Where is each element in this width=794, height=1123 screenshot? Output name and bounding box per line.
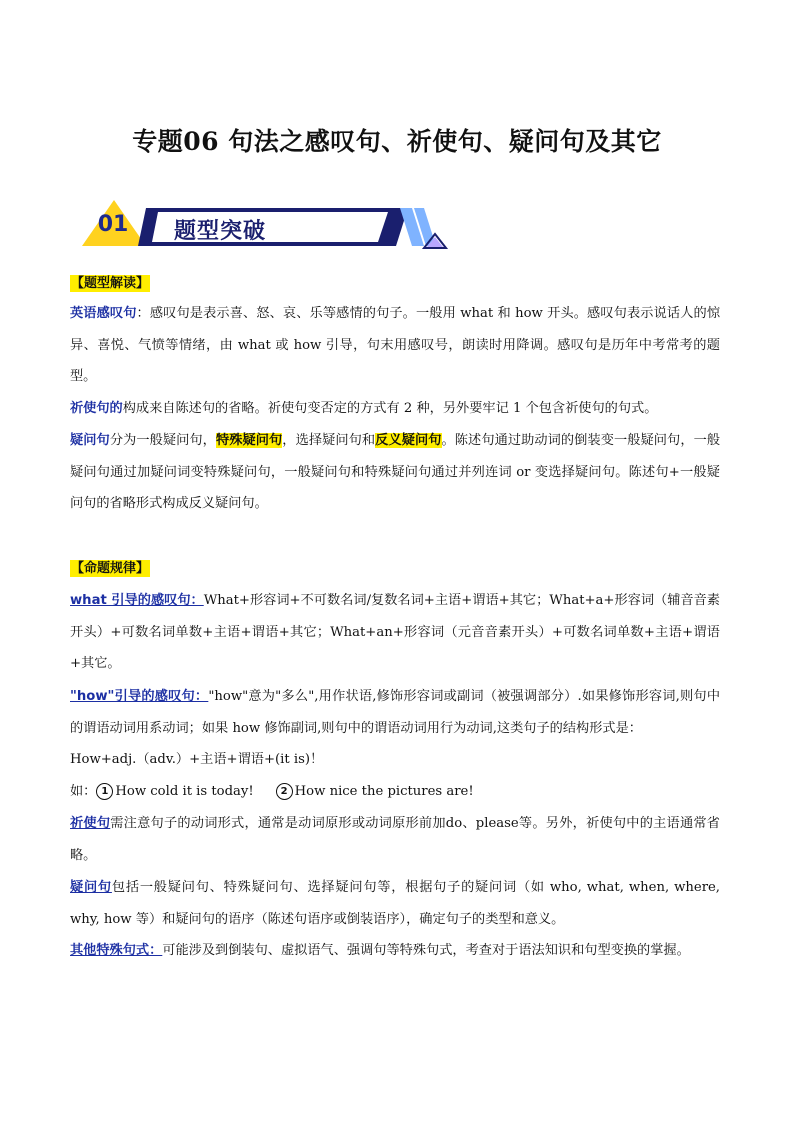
highlight-special-question: 特殊疑问句 [215, 433, 283, 448]
lead-imperative-rules: 祈使句 [70, 816, 111, 831]
highlight-tag-question: 反义疑问句 [375, 433, 442, 448]
example-2: How nice the pictures are! [294, 784, 474, 799]
lead-what-exclamation: what 引导的感叹句： [70, 593, 204, 608]
text-imperative: 构成来自陈述句的省略。祈使句变否定的方式有 2 种，另外要牢记 1 个包含祈使句的句式。 [122, 401, 658, 416]
page-title: 专题06 句法之感叹句、祈使句、疑问句及其它 [132, 127, 662, 156]
section-banner [78, 198, 458, 256]
text-other-special: 可能涉及到倒装句、虚拟语气、强调句等特殊句式，考查对于语法知识和句型变换的掌握。 [162, 943, 690, 958]
example-1: How cold it is today! [115, 784, 254, 799]
text-interrogative-rules: 包括一般疑问句、特殊疑问句、选择疑问句等，根据句子的疑问词（如 who, what, when, where, why, how 等）和疑问句的语序（陈述句语序或倒装语序），确定句子的类型和意义。 [70, 880, 720, 927]
paragraph-imperative [70, 393, 720, 425]
text-what-exclamation: What+形容词+不可数名词/复数名词+主语+谓语+其它；What+a+形容词（辅音音素开头）+可数名词单数+主语+谓语+其它；What+an+形容词（元音音素开头）+可数名词单数+主语+谓语+其它。 [70, 593, 720, 671]
section2-tag-line [70, 553, 720, 585]
lead-how-exclamation: "how"引导的感叹句： [70, 689, 209, 704]
banner-label: 题型突破 [174, 219, 267, 244]
section-tag-rules: 【命题规律】 [71, 561, 150, 576]
text-imperative-rules: 需注意句子的动词形式，通常是动词原形或动词原形前加do、please等。另外，祈使句中的主语通常省略。 [70, 816, 720, 863]
paragraph-exclamatory [70, 298, 720, 393]
text-interrogative-c: 。陈述句通过助动词的倒装变一般疑问句，一般疑问句通过加疑问词变特殊疑问句，一般疑问句和特殊疑问句通过并列连词 or 变选择疑问句。陈述句+一般疑问句的省略形式构成反义疑问句。 [70, 433, 721, 511]
paragraph-interrogative-rules [70, 872, 720, 935]
lead-other-special: 其他特殊句式： [70, 943, 163, 958]
paragraph-interrogative [70, 425, 720, 520]
text-interrogative-b: ，选择疑问句和 [282, 433, 376, 448]
paragraph-imperative-rules [70, 808, 720, 871]
examples-line [70, 776, 720, 808]
section-tag-interpretation: 【题型解读】 [71, 276, 150, 291]
text-exclamatory: ：感叹句是表示喜、怒、哀、乐等感情的句子。一般用 what 和 how 开头。感叹句表示说话人的惊异、喜悦、气愤等情绪，由 what 或 how 引导，句末用感叹号，朗读时用降调。感叹句是历年中考常考的题型。 [70, 306, 721, 384]
circled-number-1: 1 [96, 783, 113, 800]
formula-how: How+adj.（adv.）+主语+谓语+(it is)！ [70, 752, 324, 767]
lead-interrogative-rules: 疑问句 [70, 880, 112, 895]
paragraph-what-exclamation [70, 585, 720, 680]
lead-imperative: 祈使句的 [70, 401, 123, 416]
examples-prefix: 如： [70, 784, 97, 799]
lead-exclamatory: 英语感叹句 [70, 306, 137, 321]
section1-tag-line [70, 268, 720, 300]
text-interrogative-a: 分为一般疑问句， [109, 433, 216, 448]
paragraph-other-special [70, 935, 720, 967]
circled-number-2: 2 [276, 783, 293, 800]
banner-number: 01 [97, 212, 129, 237]
lead-interrogative: 疑问句 [70, 433, 110, 448]
paragraph-how-exclamation [70, 681, 720, 744]
text-how-exclamation: "how"意为"多么",用作状语,修饰形容词或副词（被强调部分）.如果修饰形容词,则句中的谓语动词用系动词；如果 how 修饰副词,则句中的谓语动词用行为动词,这类句子的结构形式是： [70, 689, 721, 736]
